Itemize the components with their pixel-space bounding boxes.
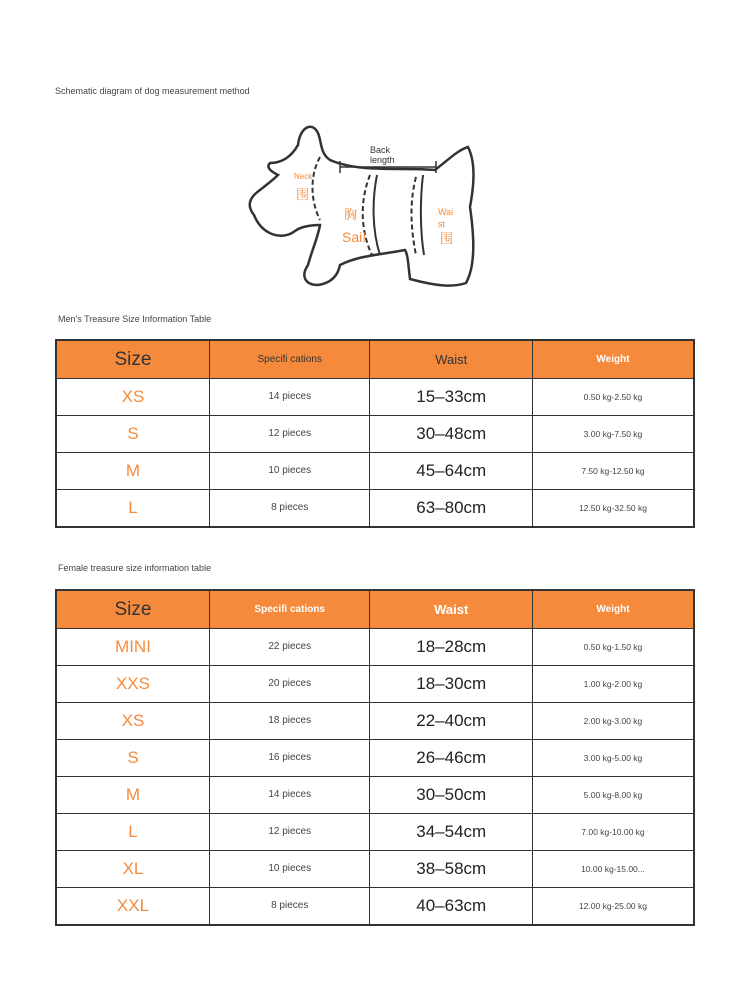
chest-char: 胸 <box>344 208 358 223</box>
table-row <box>56 453 694 490</box>
male-table-caption: Men's Treasure Size Information Table <box>58 314 212 324</box>
chest-line-back <box>374 175 380 255</box>
spec-cell: 14 pieces <box>209 777 370 814</box>
spec-cell: 8 pieces <box>209 490 370 528</box>
waist-cell: 38–58cm <box>370 851 533 888</box>
back-label <box>370 145 395 165</box>
header-waist: Waist <box>370 340 533 379</box>
waist-cell: 30–48cm <box>370 416 533 453</box>
waist-label-line2: st <box>438 219 446 229</box>
spec-cell: 12 pieces <box>209 814 370 851</box>
size-cell: S <box>56 416 209 453</box>
weight-cell: 0.50 kg-2.50 kg <box>532 379 694 416</box>
size-cell: M <box>56 453 209 490</box>
header-size: Size <box>56 340 209 379</box>
header-spec: Specifi cations <box>209 340 370 379</box>
spec-cell: 10 pieces <box>209 851 370 888</box>
table-row <box>56 777 694 814</box>
spec-cell: 22 pieces <box>209 629 370 666</box>
waist-line-back <box>421 175 424 255</box>
waist-line-front <box>412 177 417 255</box>
weight-cell: 12.00 kg-25.00 kg <box>532 888 694 926</box>
table-row <box>56 416 694 453</box>
weight-cell: 7.50 kg-12.50 kg <box>532 453 694 490</box>
header-row <box>56 590 694 629</box>
waist-label-line1: Wai <box>438 207 454 217</box>
header-waist: Waist <box>370 590 533 629</box>
size-cell: XS <box>56 703 209 740</box>
spec-cell: 16 pieces <box>209 740 370 777</box>
weight-cell: 3.00 kg-5.00 kg <box>532 740 694 777</box>
header-weight: Weight <box>532 590 694 629</box>
table-row <box>56 740 694 777</box>
table-row <box>56 814 694 851</box>
size-cell: XS <box>56 379 209 416</box>
header-weight: Weight <box>532 340 694 379</box>
diagram-caption: Schematic diagram of dog measurement method <box>55 86 250 96</box>
waist-cell: 18–30cm <box>370 666 533 703</box>
waist-char: 围 <box>440 232 454 247</box>
table-row <box>56 851 694 888</box>
header-size: Size <box>56 590 209 629</box>
waist-cell: 18–28cm <box>370 629 533 666</box>
spec-cell: 18 pieces <box>209 703 370 740</box>
weight-cell: 3.00 kg-7.50 kg <box>532 416 694 453</box>
neck-label: Neck <box>294 172 313 181</box>
female-table-body <box>56 629 694 926</box>
table-row <box>56 666 694 703</box>
back-label-line1: Back <box>370 145 391 155</box>
female-table-caption: Female treasure size information table <box>58 563 212 573</box>
size-cell: S <box>56 740 209 777</box>
waist-cell: 34–54cm <box>370 814 533 851</box>
female-size-table <box>55 589 695 926</box>
spec-cell: 8 pieces <box>209 888 370 926</box>
spec-cell: 20 pieces <box>209 666 370 703</box>
size-cell: M <box>56 777 209 814</box>
weight-cell: 0.50 kg-1.50 kg <box>532 629 694 666</box>
spec-cell: 12 pieces <box>209 416 370 453</box>
table-row <box>56 379 694 416</box>
weight-cell: 5.00 kg-8.00 kg <box>532 777 694 814</box>
waist-cell: 15–33cm <box>370 379 533 416</box>
waist-cell: 40–63cm <box>370 888 533 926</box>
waist-cell: 26–46cm <box>370 740 533 777</box>
chest-label: Sai! <box>342 229 367 245</box>
table-row <box>56 629 694 666</box>
waist-cell: 63–80cm <box>370 490 533 528</box>
weight-cell: 1.00 kg-2.00 kg <box>532 666 694 703</box>
spec-cell: 14 pieces <box>209 379 370 416</box>
spec-cell: 10 pieces <box>209 453 370 490</box>
header-spec: Specifi cations <box>209 590 370 629</box>
size-cell: XL <box>56 851 209 888</box>
table-row <box>56 703 694 740</box>
waist-label <box>438 207 456 229</box>
waist-cell: 30–50cm <box>370 777 533 814</box>
waist-cell: 45–64cm <box>370 453 533 490</box>
size-cell: XXS <box>56 666 209 703</box>
weight-cell: 7.00 kg-10.00 kg <box>532 814 694 851</box>
neck-char: 围 <box>296 188 310 203</box>
weight-cell: 12.50 kg-32.50 kg <box>532 490 694 528</box>
back-label-line2: length <box>370 155 395 165</box>
header-row <box>56 340 694 379</box>
size-cell: L <box>56 814 209 851</box>
size-cell: MINI <box>56 629 209 666</box>
weight-cell: 2.00 kg-3.00 kg <box>532 703 694 740</box>
weight-cell: 10.00 kg-15.00... <box>532 851 694 888</box>
table-row <box>56 490 694 528</box>
waist-cell: 22–40cm <box>370 703 533 740</box>
size-cell: XXL <box>56 888 209 926</box>
size-cell: L <box>56 490 209 528</box>
male-size-table <box>55 339 695 528</box>
male-table-body <box>56 379 694 528</box>
neck-line <box>313 157 321 220</box>
table-row <box>56 888 694 926</box>
dog-measurement-diagram <box>240 115 490 295</box>
